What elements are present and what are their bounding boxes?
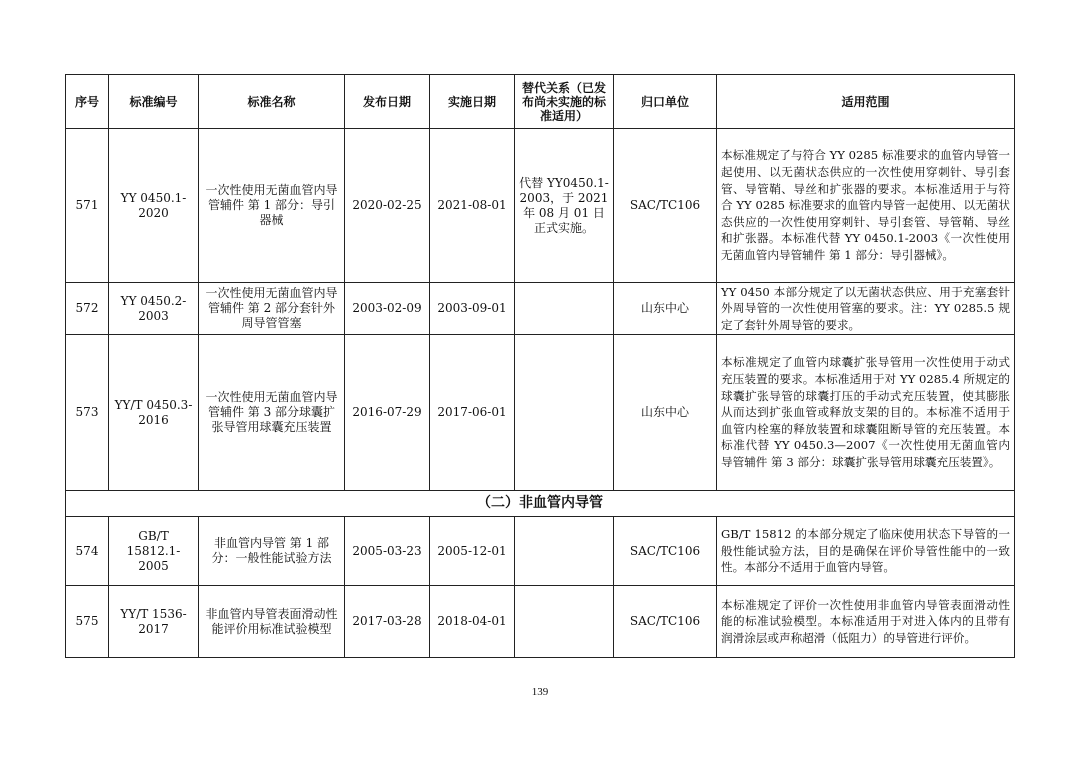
cell-effective-date: 2003-09-01 — [430, 283, 515, 335]
header-replacement: 替代关系（已发布尚未实施的标准适用） — [515, 75, 614, 129]
header-effective-date: 实施日期 — [430, 75, 515, 129]
section-row — [66, 491, 1015, 517]
cell-scope: 本标准规定了血管内球囊扩张导管用一次性使用于动式充压装置的要求。本标准适用于对 YY 0285.4 所规定的球囊扩张导管的球囊打压的手动式充压装置，使其膨胀从而达到扩张血管或释放支架的目的。本标准不适用于血管内栓塞的释放装置和球囊阻断导管的充压装置。本标准代替 YY 0450.3—2007《一次性使用无菌血管内导管辅件 第 3 部分：球囊扩张导管用球囊充压装置》。 — [717, 335, 1015, 491]
cell-name: 一次性使用无菌血管内导管辅件 第 2 部分套针外周导管管塞 — [199, 283, 345, 335]
standards-table — [65, 74, 1015, 658]
cell-publish-date: 2020-02-25 — [345, 129, 430, 283]
cell-no: 572 — [66, 283, 109, 335]
cell-name: 非血管内导管 第 1 部分：一般性能试验方法 — [199, 517, 345, 586]
cell-no: 573 — [66, 335, 109, 491]
cell-code: YY/T 1536-2017 — [109, 586, 199, 658]
cell-name: 一次性使用无菌血管内导管辅件 第 1 部分：导引器械 — [199, 129, 345, 283]
header-scope: 适用范围 — [717, 75, 1015, 129]
cell-replacement — [515, 517, 614, 586]
cell-publish-date: 2003-02-09 — [345, 283, 430, 335]
cell-no: 571 — [66, 129, 109, 283]
cell-replacement — [515, 335, 614, 491]
cell-code: YY 0450.2-2003 — [109, 283, 199, 335]
header-no: 序号 — [66, 75, 109, 129]
cell-code: GB/T 15812.1-2005 — [109, 517, 199, 586]
cell-replacement: 代替 YY0450.1-2003，于 2021 年 08 月 01 日正式实施。 — [515, 129, 614, 283]
table-row — [66, 129, 1015, 283]
cell-org: SAC/TC106 — [614, 517, 717, 586]
cell-scope: GB/T 15812 的本部分规定了临床使用状态下导管的一般性能试验方法，目的是确保在评价导管性能中的一致性。本部分不适用于血管内导管。 — [717, 517, 1015, 586]
header-code: 标准编号 — [109, 75, 199, 129]
cell-publish-date: 2005-03-23 — [345, 517, 430, 586]
cell-name: 非血管内导管表面滑动性能评价用标准试验模型 — [199, 586, 345, 658]
cell-org: 山东中心 — [614, 283, 717, 335]
cell-replacement — [515, 586, 614, 658]
cell-publish-date: 2016-07-29 — [345, 335, 430, 491]
header-row — [66, 75, 1015, 129]
table-row — [66, 586, 1015, 658]
cell-scope: YY 0450 本部分规定了以无菌状态供应、用于充塞套针外周导管的一次性使用管塞的要求。注：YY 0285.5 规定了套针外周导管的要求。 — [717, 283, 1015, 335]
cell-effective-date: 2005-12-01 — [430, 517, 515, 586]
cell-name: 一次性使用无菌血管内导管辅件 第 3 部分球囊扩张导管用球囊充压装置 — [199, 335, 345, 491]
cell-org: 山东中心 — [614, 335, 717, 491]
cell-no: 575 — [66, 586, 109, 658]
header-name: 标准名称 — [199, 75, 345, 129]
rows-group-intravascular — [66, 129, 1015, 491]
page-number: 139 — [531, 686, 549, 698]
cell-scope: 本标准规定了与符合 YY 0285 标准要求的血管内导管一起使用、以无菌状态供应的一次性使用穿刺针、导引套管、导管鞘、导丝和扩张器的要求。本标准适用于与符合 YY 0285 标准要求的血管内导管一起使用、以无菌状态供应的一次性使用穿刺针、导引套管、导管鞘、导丝和扩张器。本标准代替 YY 0450.1-2003《一次性使用无菌血管内导管辅件 第 1 部分：导引器械》。 — [717, 129, 1015, 283]
table-row — [66, 335, 1015, 491]
table-row — [66, 517, 1015, 586]
header-publish-date: 发布日期 — [345, 75, 430, 129]
cell-effective-date: 2017-06-01 — [430, 335, 515, 491]
header-org: 归口单位 — [614, 75, 717, 129]
cell-org: SAC/TC106 — [614, 586, 717, 658]
cell-no: 574 — [66, 517, 109, 586]
cell-code: YY 0450.1-2020 — [109, 129, 199, 283]
rows-group-non-intravascular — [66, 517, 1015, 658]
cell-scope: 本标准规定了评价一次性使用非血管内导管表面滑动性能的标准试验模型。本标准适用于对进入体内的且带有润滑涂层或声称超滑（低阻力）的导管进行评价。 — [717, 586, 1015, 658]
cell-replacement — [515, 283, 614, 335]
cell-publish-date: 2017-03-28 — [345, 586, 430, 658]
cell-org: SAC/TC106 — [614, 129, 717, 283]
cell-code: YY/T 0450.3-2016 — [109, 335, 199, 491]
cell-effective-date: 2018-04-01 — [430, 586, 515, 658]
table-row — [66, 283, 1015, 335]
section-title: （二）非血管内导管 — [66, 491, 1015, 517]
cell-effective-date: 2021-08-01 — [430, 129, 515, 283]
